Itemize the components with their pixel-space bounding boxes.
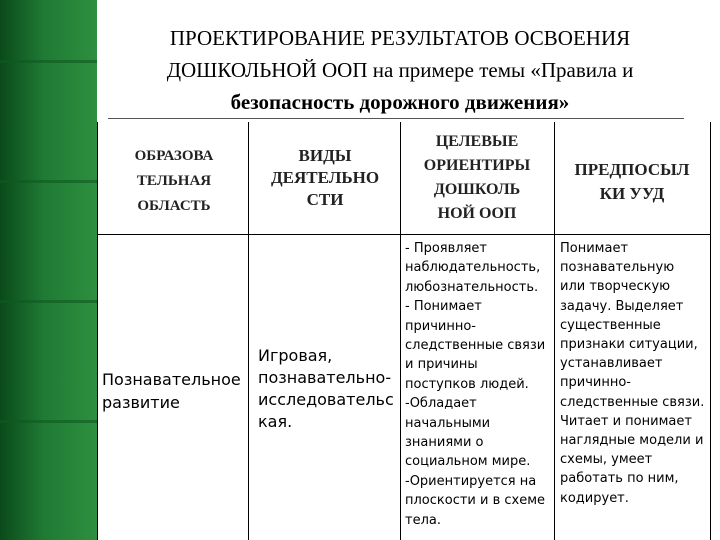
header-educational-area: ОБРАЗОВА ТЕЛЬНАЯ ОБЛАСТЬ bbox=[134, 148, 214, 214]
cell-activity-types: Игровая, познавательно- исследовательс кая. bbox=[258, 346, 394, 431]
slide-title bbox=[100, 22, 700, 118]
header-uud-prerequisites: ПРЕДПОСЫЛ КИ УУД bbox=[574, 160, 690, 203]
title-line-1: ПРОЕКТИРОВАНИЕ РЕЗУЛЬТАТОВ ОСВОЕНИЯ bbox=[169, 26, 631, 50]
column-divider bbox=[554, 122, 555, 540]
cell-educational-area: Познавательное развитие bbox=[102, 370, 241, 412]
decorative-side-bar bbox=[0, 0, 97, 540]
header-activity-types: ВИДЫ ДЕЯТЕЛЬНО СТИ bbox=[270, 146, 380, 209]
title-line-2: ДОШКОЛЬНОЙ ООП на примере темы «Правила и bbox=[166, 58, 634, 82]
title-line-3: безопасность дорожного движения» bbox=[230, 90, 570, 114]
title-divider bbox=[108, 118, 684, 119]
cell-uud-prerequisites: Понимает познавательную или творческую задачу. Выделяет существенные признаки ситуации, устанавливает причинно- следственные связи. Читает и понимает наглядные модели и схемы, умеет работать по ним, кодирует. bbox=[560, 241, 705, 506]
column-divider bbox=[400, 122, 401, 540]
header-target-guidelines: ЦЕЛЕВЫЕ ОРИЕНТИРЫ ДОШКОЛЬ НОЙ ООП bbox=[423, 133, 531, 222]
cell-target-guidelines: - Проявляет наблюдательность, любознательность. - Понимает причинно- следственные связи и причины поступков людей. -Обладает начальными знаниями о социальном мире. -Ориентируется на плоскости и в схеме тела. bbox=[405, 241, 546, 528]
header-row-divider bbox=[97, 234, 710, 235]
column-divider bbox=[248, 122, 249, 540]
